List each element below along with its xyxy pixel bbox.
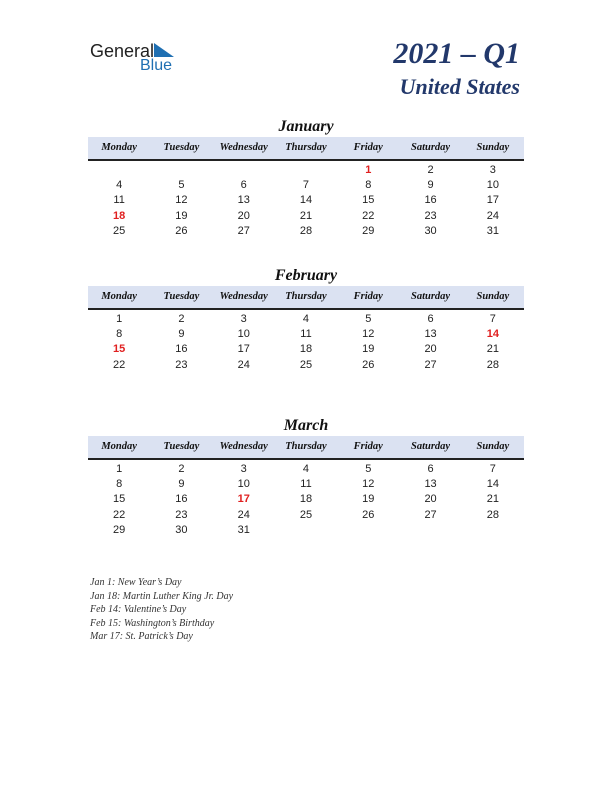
day-cell: 27 [424, 508, 437, 521]
month-name: February [274, 267, 338, 284]
logo-text-blue: Blue [140, 57, 173, 74]
empty-day-cell [88, 163, 150, 178]
day-cell: 25 [299, 508, 313, 521]
day-cell: 10 [237, 328, 250, 341]
day-cell: 4 [116, 179, 123, 192]
day-cell: 7 [302, 179, 310, 192]
day-cell: 13 [424, 478, 437, 491]
month-name: March [283, 417, 329, 434]
day-cell: 2 [427, 164, 434, 176]
day-cell: 6 [427, 463, 434, 475]
month-calendar-february [88, 266, 524, 373]
day-cell: 4 [302, 463, 310, 475]
holiday-item: Feb 15: Washington’s Birthday [90, 617, 215, 629]
day-cell: 25 [299, 358, 313, 371]
day-cell: 6 [240, 179, 247, 192]
day-cell: 26 [362, 508, 375, 521]
weekday-label: Monday [101, 142, 137, 153]
day-cell: 1 [116, 463, 123, 475]
holiday-item: Mar 17: St. Patrick’s Day [90, 631, 193, 643]
day-cell: 24 [486, 209, 499, 222]
day-cell: 4 [302, 313, 310, 325]
day-cell: 3 [240, 463, 247, 475]
day-cell: 26 [362, 358, 375, 371]
weekday-header-row [88, 436, 524, 460]
day-cell: 12 [175, 194, 188, 207]
country-title: United States [399, 74, 520, 99]
day-cell: 20 [237, 209, 250, 222]
day-cell: 24 [237, 508, 250, 521]
day-cell: 5 [365, 463, 372, 475]
weekday-label: Wednesday [219, 142, 268, 153]
day-cell: 28 [486, 508, 499, 521]
day-cell: 22 [113, 358, 126, 371]
month-calendar-march [88, 416, 524, 538]
day-cell: 22 [113, 508, 126, 521]
weekday-label: Sunday [476, 291, 510, 302]
day-cell: 31 [486, 224, 499, 237]
day-cell: 23 [175, 358, 188, 371]
day-cell: 20 [424, 493, 437, 506]
day-cell: 9 [178, 478, 185, 491]
day-cell: 29 [113, 523, 126, 536]
day-cell: 11 [300, 478, 312, 491]
quarter-title: 2021 – Q1 [393, 37, 520, 70]
weekday-label: Saturday [411, 441, 451, 452]
day-cell: 18 [299, 343, 313, 356]
empty-day-cell [275, 163, 337, 178]
weekday-label: Friday [353, 291, 383, 302]
day-cell: 26 [175, 224, 188, 237]
day-cell: 5 [178, 179, 185, 192]
day-cell: 10 [237, 478, 250, 491]
day-cell: 22 [362, 209, 375, 222]
weekday-label: Thursday [285, 441, 327, 452]
weekday-label: Wednesday [219, 441, 268, 452]
day-grid [88, 312, 524, 373]
day-cell: 6 [427, 313, 434, 325]
day-cell: 1 [116, 313, 123, 325]
page-title [393, 36, 520, 102]
day-cell: 11 [113, 194, 125, 207]
day-cell: 15 [113, 493, 126, 506]
day-cell: 28 [299, 224, 313, 237]
day-cell: 9 [178, 328, 185, 341]
holiday-item: Jan 18: Martin Luther King Jr. Day [90, 590, 234, 602]
day-cell: 16 [424, 194, 437, 207]
day-cell: 14 [299, 194, 313, 207]
day-cell: 30 [424, 224, 437, 237]
day-grid [88, 462, 524, 538]
day-cell: 17 [237, 343, 250, 356]
day-cell: 3 [240, 313, 247, 325]
weekday-label: Tuesday [163, 142, 200, 153]
day-cell: 2 [178, 313, 185, 325]
day-cell: 21 [486, 493, 499, 506]
holiday-item: Jan 1: New Year’s Day [90, 577, 182, 588]
day-cell: 7 [489, 463, 496, 475]
weekday-header-row [88, 286, 524, 310]
day-cell: 9 [427, 179, 434, 192]
day-cell: 20 [424, 343, 437, 356]
holiday-day-cell: 17 [237, 493, 250, 506]
day-cell: 16 [175, 343, 188, 356]
day-cell: 8 [365, 179, 372, 192]
day-cell: 8 [116, 328, 123, 341]
day-cell: 2 [178, 463, 185, 475]
day-cell: 19 [362, 493, 375, 506]
weekday-header-row [88, 137, 524, 161]
weekday-label: Saturday [411, 142, 451, 153]
day-cell: 17 [486, 194, 499, 207]
day-cell: 25 [113, 224, 126, 237]
day-cell: 19 [362, 343, 375, 356]
weekday-label: Saturday [411, 291, 451, 302]
weekday-label: Wednesday [219, 291, 268, 302]
day-cell: 31 [237, 523, 250, 536]
holiday-list [90, 576, 233, 644]
day-cell: 14 [486, 478, 499, 491]
weekday-label: Thursday [285, 142, 327, 153]
day-cell: 28 [486, 358, 499, 371]
day-cell: 18 [299, 493, 313, 506]
empty-day-cell [213, 163, 275, 178]
day-cell: 27 [424, 358, 437, 371]
weekday-label: Friday [353, 441, 383, 452]
day-cell: 8 [116, 478, 123, 491]
weekday-label: Monday [101, 291, 137, 302]
day-cell: 24 [237, 358, 250, 371]
day-cell: 27 [237, 224, 250, 237]
holiday-day-cell: 1 [365, 164, 372, 176]
holiday-day-cell: 15 [113, 343, 126, 356]
day-grid [88, 163, 524, 239]
day-cell: 11 [300, 328, 312, 341]
day-cell: 16 [175, 493, 188, 506]
day-cell: 10 [486, 179, 499, 192]
day-cell: 19 [175, 209, 188, 222]
day-cell: 23 [175, 508, 188, 521]
day-cell: 12 [362, 478, 375, 491]
weekday-label: Tuesday [163, 291, 200, 302]
empty-day-cell [150, 163, 212, 178]
holiday-day-cell: 18 [113, 209, 126, 222]
day-cell: 29 [362, 224, 375, 237]
day-cell: 30 [175, 523, 188, 536]
day-cell: 13 [237, 194, 250, 207]
month-name: January [278, 118, 334, 135]
weekday-label: Friday [353, 142, 383, 153]
weekday-label: Thursday [285, 291, 327, 302]
holiday-day-cell: 14 [486, 328, 499, 341]
day-cell: 15 [362, 194, 375, 207]
holiday-item: Feb 14: Valentine’s Day [90, 604, 187, 616]
month-calendar-january [88, 117, 524, 239]
generalblue-logo [90, 40, 190, 76]
day-cell: 12 [362, 328, 375, 341]
logo-text-general: General [90, 41, 155, 61]
weekday-label: Monday [101, 441, 137, 452]
weekday-label: Sunday [476, 142, 510, 153]
day-cell: 23 [424, 209, 437, 222]
weekday-label: Sunday [476, 441, 510, 452]
day-cell: 21 [486, 343, 499, 356]
day-cell: 7 [489, 313, 496, 325]
day-cell: 21 [299, 209, 313, 222]
day-cell: 13 [424, 328, 437, 341]
weekday-label: Tuesday [163, 441, 200, 452]
day-cell: 5 [365, 313, 372, 325]
day-cell: 3 [489, 164, 496, 176]
